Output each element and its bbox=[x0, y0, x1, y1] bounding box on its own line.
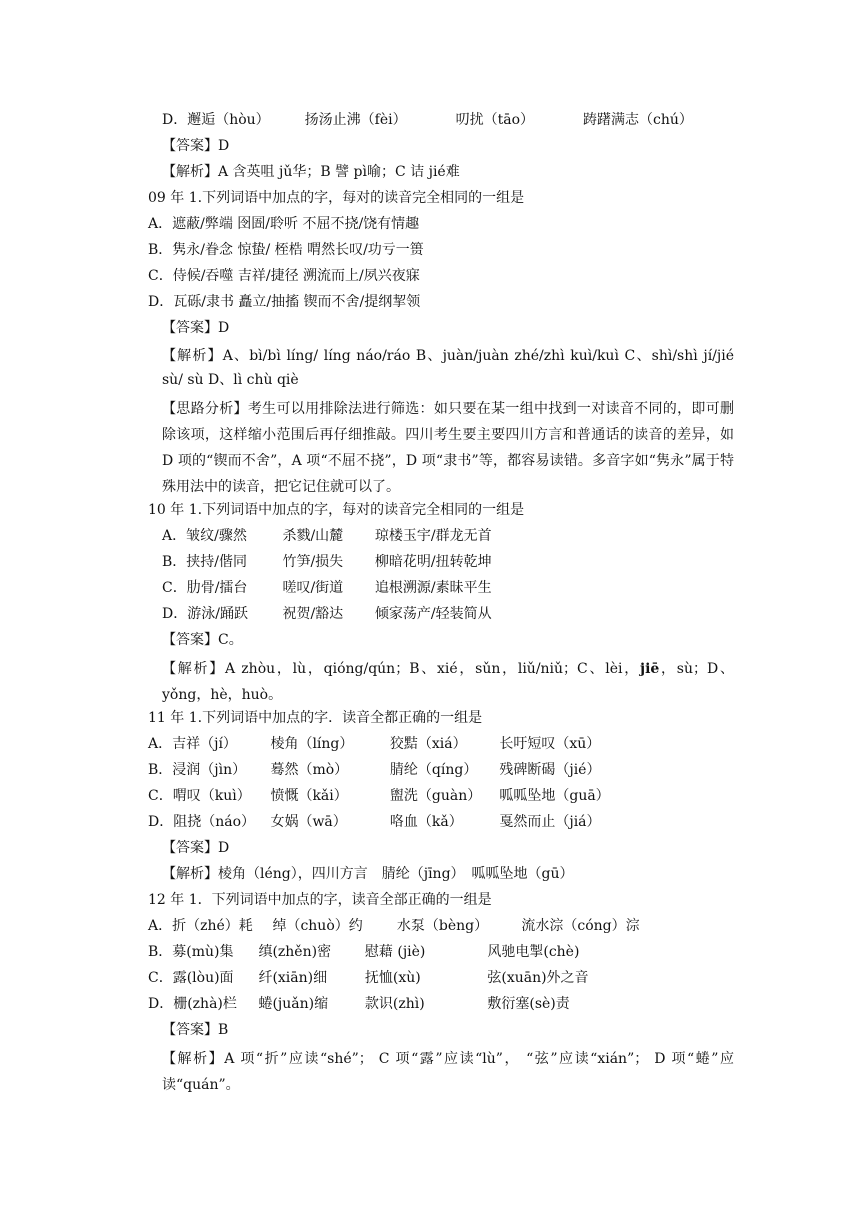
option-cell: 狡黠（xiá） bbox=[389, 736, 467, 752]
option-row bbox=[148, 994, 748, 1014]
question-line: 12 年 1．下列词语中加点的字，读音全部正确的一组是 bbox=[148, 892, 492, 908]
analysis-text: ，sù；D、yǒng，hè，huò。 bbox=[162, 661, 734, 703]
option-cell: 长吁短叹（xū） bbox=[499, 736, 601, 752]
option-row bbox=[162, 604, 762, 624]
option-row bbox=[148, 786, 748, 806]
option-cell: 杀戮/山麓 bbox=[282, 528, 344, 544]
option-row bbox=[162, 578, 762, 598]
option-cell: D．游泳/踊跃 bbox=[162, 606, 248, 622]
option-cell: A．吉祥（jí） bbox=[148, 736, 237, 752]
option-cell: 抚恤(xù) bbox=[364, 970, 421, 986]
option-cell: 咯血（kǎ） bbox=[389, 814, 463, 830]
option-cell: A．皱纹/骤然 bbox=[162, 528, 247, 544]
option-row bbox=[148, 916, 748, 936]
option-cell: 蓦然（mò） bbox=[270, 762, 349, 778]
analysis-paragraph: 【解析】A 项“折”应读“shé”； C 项“露”应读“lù”， “弦”应读“xián”； D 项“蜷”应读“quán”。 bbox=[162, 1051, 734, 1093]
question-line: 09 年 1.下列词语中加点的字，每对的读音完全相同的一组是 bbox=[148, 190, 525, 206]
option-cell: 戛然而止（jiá） bbox=[499, 814, 601, 830]
question-line: 10 年 1.下列词语中加点的字，每对的读音完全相同的一组是 bbox=[148, 502, 525, 518]
option-cell: 女娲（wā） bbox=[270, 814, 347, 830]
option-cell: 弦(xuān)外之音 bbox=[487, 970, 589, 986]
option-cell: 残碑断碣（jié） bbox=[499, 762, 601, 778]
answer-line: 【答案】D bbox=[162, 320, 230, 336]
thinking-analysis-paragraph: 【思路分析】考生可以用排除法进行筛选：如只要在某一组中找到一对读音不同的，即可删除该项，这样缩小范围后再仔细推敲。四川考生要主要四川方言和普通话的读音的差异，如 D 项的“锲而不舍”，A 项“不屈不挠”，D 项“隶书”等，都容易读错。多音字如“隽永”属于特殊用法中的读音，把它记住就可以了。 bbox=[162, 401, 734, 495]
option-cell: 愤慨（kǎi） bbox=[270, 788, 348, 804]
option-line: A．遮蔽/弊端 囹圄/聆听 不屈不挠/饶有情趣 bbox=[148, 216, 420, 232]
option-cell: 竹笋/损失 bbox=[282, 554, 344, 570]
option-cell: B．挟持/偕同 bbox=[162, 554, 248, 570]
option-cell: 水泵（bèng） bbox=[396, 918, 489, 934]
option-cell: 敷衍塞(sè)责 bbox=[487, 996, 570, 1012]
analysis-paragraph bbox=[162, 656, 734, 708]
option-cell: 款识(zhì) bbox=[364, 996, 425, 1012]
option-cell: 腈纶（qíng） bbox=[389, 762, 478, 778]
answer-line: 【答案】D bbox=[162, 138, 230, 154]
analysis-line: 【解析】棱角（léng），四川方言 腈纶（jīng） 呱呱坠地（gū） bbox=[162, 866, 574, 882]
option-cell: 柳暗花明/扭转乾坤 bbox=[374, 554, 492, 570]
option-row bbox=[148, 812, 748, 832]
option-line: B．隽永/眷念 惊蛰/ 桎梏 喟然长叹/功亏一篑 bbox=[148, 242, 424, 258]
option-row bbox=[148, 760, 748, 780]
option-cell: 追根溯源/素昧平生 bbox=[374, 580, 492, 596]
option-cell: 慰藉 (jiè) bbox=[364, 944, 426, 960]
option-cell: 缜(zhěn)密 bbox=[258, 944, 332, 960]
option-cell: 绰（chuò）约 bbox=[272, 918, 363, 934]
option-row bbox=[148, 942, 748, 962]
option-cell: 棱角（líng） bbox=[270, 736, 354, 752]
analysis-paragraph: 【解析】A、bì/bì líng/ líng náo/ráo B、juàn/juàn zhé/zhì kuì/kuì C、shì/shì jí/jié sù/ sù D、lì chù qiè bbox=[162, 348, 734, 388]
option-row bbox=[148, 968, 748, 988]
analysis-text: 【解析】A zhòu，lù，qióng/qún；B、xié，sǔn，liǔ/niǔ；C、lèi， bbox=[162, 661, 641, 677]
option-cell: C．露(lòu)面 bbox=[148, 970, 234, 986]
option-cell: 琼楼玉宇/群龙无首 bbox=[374, 528, 492, 544]
option-cell: 祝贺/豁达 bbox=[282, 606, 344, 622]
option-row bbox=[162, 526, 762, 546]
option-cell: B．浸润（jìn） bbox=[148, 762, 247, 778]
option-line: D．瓦砾/隶书 矗立/抽搐 锲而不舍/提纲挈领 bbox=[148, 294, 421, 310]
option-row bbox=[162, 552, 762, 572]
option-cell: C．肋骨/擂台 bbox=[162, 580, 248, 596]
option-line: D．邂逅（hòu） 扬汤止沸（fèi） 叨扰（tāo） 踌躇满志（chú） bbox=[162, 112, 693, 128]
option-cell: B．募(mù)集 bbox=[148, 944, 234, 960]
analysis-line: 【解析】A 含英咀 jǔ华；B 譬 pì喻；C 诘 jié难 bbox=[162, 164, 460, 180]
option-cell: A．折（zhé）耗 bbox=[148, 918, 253, 934]
answer-line: 【答案】B bbox=[162, 1022, 229, 1038]
option-cell: 倾家荡产/轻装简从 bbox=[374, 606, 492, 622]
option-cell: 蜷(juǎn)缩 bbox=[258, 996, 329, 1012]
option-row bbox=[148, 734, 748, 754]
option-cell: 嗟叹/街道 bbox=[282, 580, 344, 596]
answer-line: 【答案】D bbox=[162, 840, 230, 856]
option-cell: C．喟叹（kuì） bbox=[148, 788, 251, 804]
option-cell: 呱呱坠地（guā） bbox=[499, 788, 610, 804]
answer-line: 【答案】C。 bbox=[162, 632, 243, 648]
option-cell: D．栅(zhà)栏 bbox=[148, 996, 237, 1012]
option-cell: 纤(xiān)细 bbox=[258, 970, 328, 986]
question-line: 11 年 1.下列词语中加点的字．读音全都正确的一组是 bbox=[148, 710, 483, 726]
option-cell: 盥洗（guàn） bbox=[389, 788, 482, 804]
analysis-bold-pinyin: jiē bbox=[640, 661, 660, 677]
option-cell: D．阻挠（náo） bbox=[148, 814, 256, 830]
option-cell: 风驰电掣(chè) bbox=[487, 944, 580, 960]
option-cell: 流水淙（cóng）淙 bbox=[521, 918, 640, 934]
option-line: C．侍候/吞噬 吉祥/捷径 溯流而上/夙兴夜寐 bbox=[148, 268, 420, 284]
